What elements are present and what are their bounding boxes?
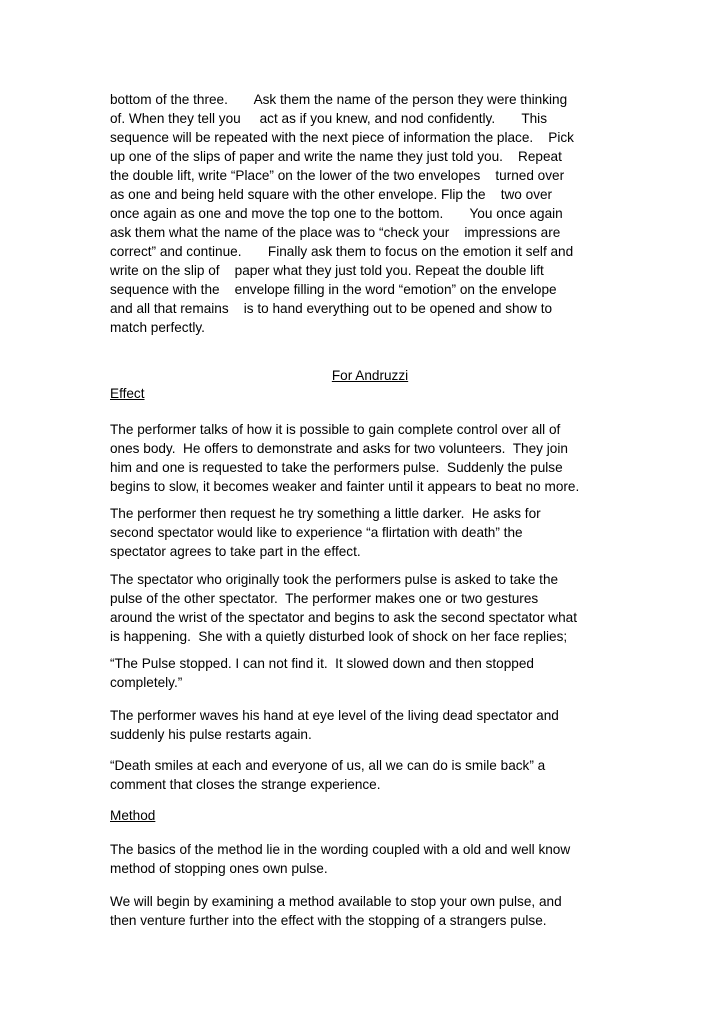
text-line: ask them what the name of the place was to “check your impressions are — [110, 225, 561, 240]
text-line: up one of the slips of paper and write the name they just told you. Repeat — [110, 149, 562, 164]
text-line: The performer waves his hand at eye level of the living dead spectator and — [110, 708, 559, 723]
section-title — [110, 366, 630, 385]
intro-paragraph — [110, 90, 630, 337]
method-heading-text: Method — [110, 808, 156, 823]
paragraph — [110, 706, 630, 744]
text-line: write on the slip of paper what they just told you. Repeat the double lift — [110, 263, 544, 278]
text-line: The performer talks of how it is possible to gain complete control over all of — [110, 422, 561, 437]
effect-heading — [110, 384, 630, 403]
text-line: comment that closes the strange experience. — [110, 777, 381, 792]
text-line: him and one is requested to take the performers pulse. Suddenly the pulse — [110, 460, 563, 475]
text-line: We will begin by examining a method available to stop your own pulse, and — [110, 894, 562, 909]
text-line: The spectator who originally took the performers pulse is asked to take the — [110, 572, 559, 587]
paragraph — [110, 654, 630, 692]
text-line: sequence will be repeated with the next piece of information the place. Pick — [110, 130, 574, 145]
text-line: completely.” — [110, 675, 183, 690]
paragraph — [110, 420, 630, 496]
text-line: method of stopping ones own pulse. — [110, 861, 328, 876]
text-line: “Death smiles at each and everyone of us, all we can do is smile back” a — [110, 758, 546, 773]
text-line: the double lift, write “Place” on the lower of the two envelopes turned over — [110, 168, 565, 183]
text-line: begins to slow, it becomes weaker and fainter until it appears to beat no more. — [110, 479, 580, 494]
method-heading — [110, 806, 630, 825]
paragraph — [110, 570, 630, 646]
text-line: of. When they tell you act as if you knew, and nod confidently. This — [110, 111, 547, 126]
text-line: second spectator would like to experience “a flirtation with death” the — [110, 525, 523, 540]
text-line: as one and being held square with the other envelope. Flip the two over — [110, 187, 553, 202]
text-line: The basics of the method lie in the wording coupled with a old and well know — [110, 842, 571, 857]
text-line: The performer then request he try something a little darker. He asks for — [110, 506, 541, 521]
text-line: bottom of the three. Ask them the name of the person they were thinking — [110, 92, 568, 107]
text-line: suddenly his pulse restarts again. — [110, 727, 312, 742]
text-line: around the wrist of the spectator and begins to ask the second spectator what — [110, 610, 577, 625]
text-line: ones body. He offers to demonstrate and asks for two volunteers. They join — [110, 441, 568, 456]
text-line: once again as one and move the top one to the bottom. You once again — [110, 206, 563, 221]
text-line: correct” and continue. Finally ask them to focus on the emotion it self and — [110, 244, 574, 259]
text-line: spectator agrees to take part in the effect. — [110, 544, 361, 559]
text-line: then venture further into the effect with the stopping of a strangers pulse. — [110, 913, 547, 928]
paragraph — [110, 840, 630, 878]
paragraph — [110, 892, 630, 930]
text-line: “The Pulse stopped. I can not find it. It slowed down and then stopped — [110, 656, 534, 671]
text-line: is happening. She with a quietly disturbed look of shock on her face replies; — [110, 629, 568, 644]
text-line: and all that remains is to hand everything out to be opened and show to — [110, 301, 553, 316]
text-line: match perfectly. — [110, 320, 205, 335]
effect-heading-text: Effect — [110, 386, 145, 401]
text-line: pulse of the other spectator. The performer makes one or two gestures — [110, 591, 539, 606]
section-title-text: For Andruzzi — [331, 368, 409, 383]
paragraph — [110, 504, 630, 561]
text-line: sequence with the envelope filling in the word “emotion” on the envelope — [110, 282, 557, 297]
paragraph — [110, 756, 630, 794]
